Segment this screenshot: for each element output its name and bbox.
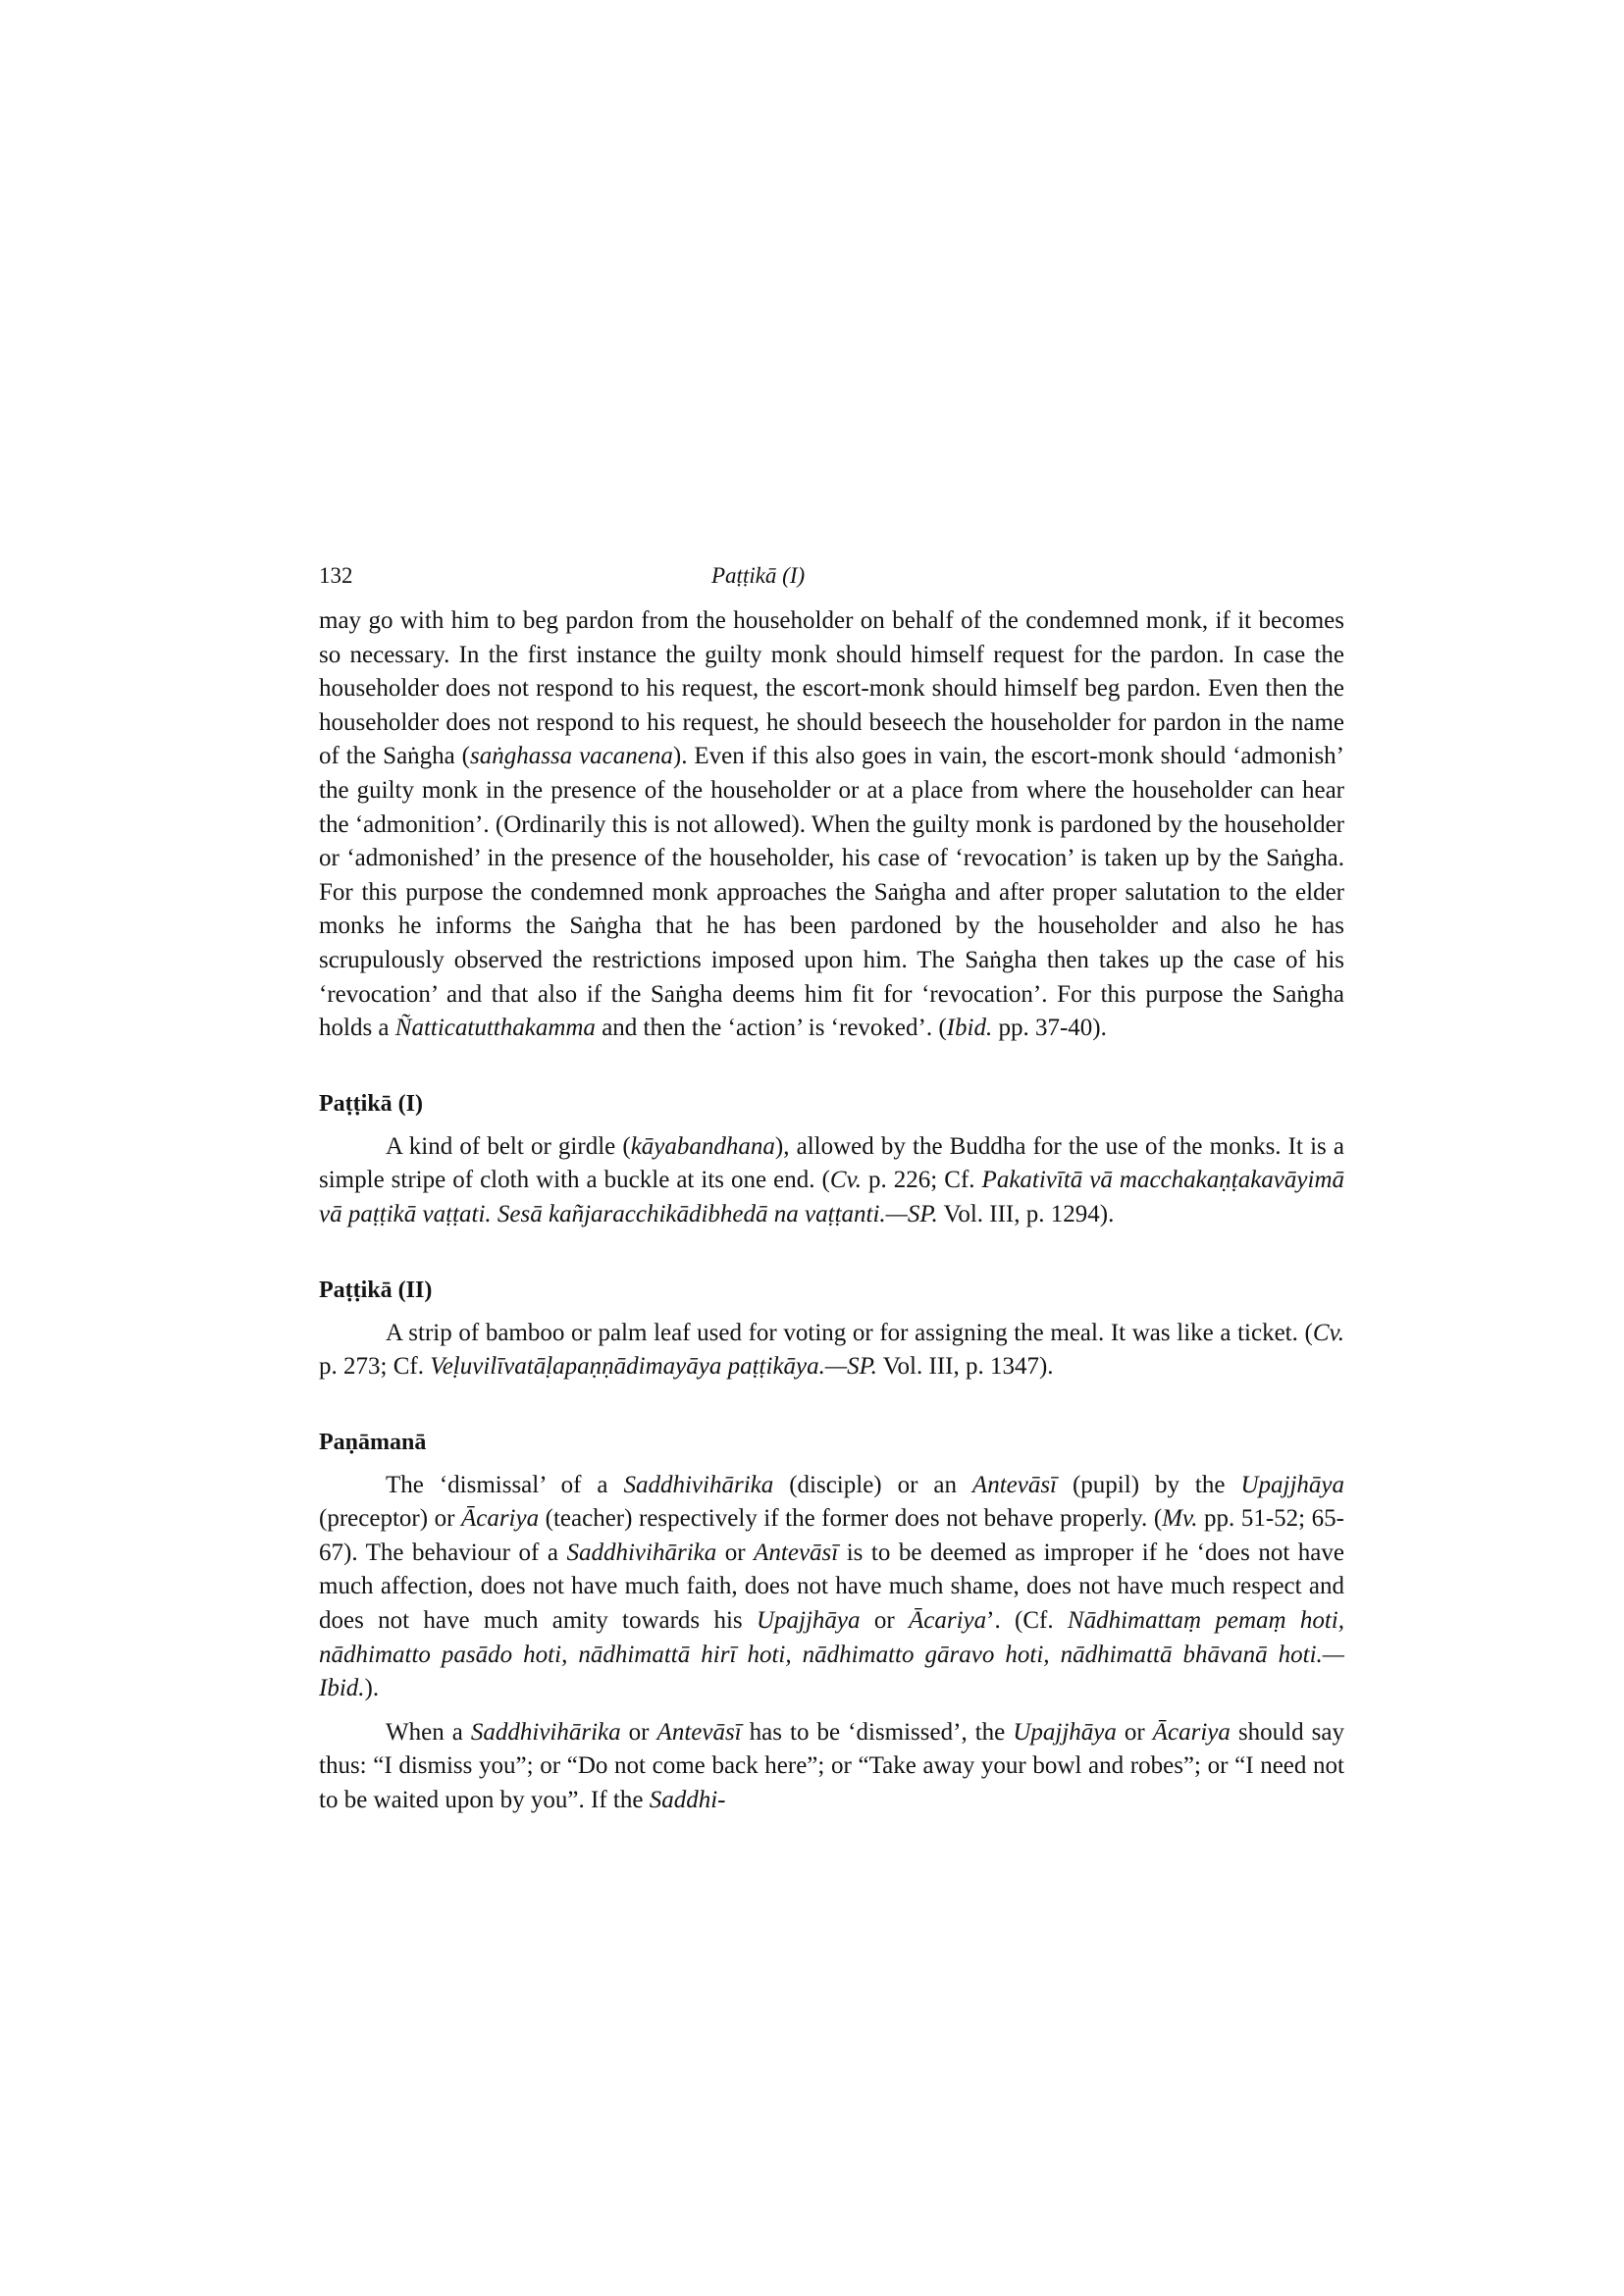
italic-term: Saddhivihārika	[470, 1718, 621, 1746]
italic-term: Upajjhāya	[1013, 1718, 1117, 1746]
italic-term: Veḷuvilīvatāḷapaṇṇādimayāya paṭṭikāya.—SP.	[430, 1353, 877, 1381]
text-run: When a	[386, 1718, 471, 1746]
italic-term: Nādhimattaṃ pemaṃ hoti, nādhimatto pasādo hoti, nādhimattā hirī hoti, nādhimatto gāravo hoti, nādhimattā bhāvanā hoti.—Ibid.	[319, 1607, 1345, 1702]
italic-term: Cv.	[829, 1167, 863, 1194]
text-run: (preceptor) or	[319, 1505, 461, 1533]
text-run: has to be ‘dismissed’, the	[741, 1718, 1014, 1746]
italic-term: Saddhivihārika	[623, 1471, 774, 1498]
page-content	[319, 561, 1344, 1818]
text-run: pp. 51-52; 65-67). The behaviour of a	[319, 1505, 1344, 1566]
text-run: or	[1116, 1718, 1153, 1746]
italic-term: Mv.	[1162, 1505, 1198, 1533]
italic-term: saṅghassa vacanena	[470, 743, 673, 770]
text-run: pp. 37-40).	[992, 1015, 1107, 1042]
text-run: or	[860, 1607, 909, 1635]
text-run: (disciple) or an	[773, 1471, 972, 1498]
entry-paragraph	[319, 1130, 1344, 1232]
italic-term: Saddhi-	[649, 1787, 726, 1814]
italic-term: Cv.	[1312, 1319, 1344, 1346]
italic-term: Ibid.	[946, 1015, 993, 1042]
page-number: 132	[319, 563, 353, 588]
page-header	[319, 561, 1344, 604]
text-run: A kind of belt or girdle (	[386, 1132, 631, 1160]
text-run: ).	[364, 1675, 380, 1702]
running-head: Paṭṭikā (I)	[711, 563, 806, 588]
continuation-paragraph	[319, 604, 1344, 1046]
italic-term: Pakativītā vā macchakaṇṭakavāyimā vā paṭṭikā vaṭṭati. Sesā kañjaracchikādibhedā na vaṭṭanti.—SP.	[319, 1167, 1345, 1227]
italic-term: Ācariya	[908, 1607, 987, 1635]
entry-pattika-2	[319, 1274, 1344, 1384]
text-run: The ‘dismissal’ of a	[386, 1471, 624, 1498]
text-run: (pupil) by the	[1057, 1471, 1241, 1498]
text-run: or	[716, 1539, 755, 1566]
entry-paragraph	[319, 1716, 1344, 1818]
text-run: p. 226; Cf.	[862, 1167, 982, 1194]
italic-term: Ācariya	[1152, 1718, 1231, 1746]
text-run: ), allowed by the Buddha for the use of the monks. It is a simple stripe of cloth with a buckle at its one end. (	[319, 1132, 1344, 1194]
italic-term: Antevāsī	[656, 1718, 742, 1746]
italic-term: Ñatticatutthakamma	[394, 1015, 596, 1042]
italic-term: Antevāsī	[754, 1539, 839, 1566]
italic-term: Ācariya	[460, 1505, 540, 1533]
entry-heading: Paṭṭikā (I)	[319, 1090, 423, 1117]
text-run: or	[620, 1718, 657, 1746]
entry-pattika-1	[319, 1087, 1344, 1232]
entry-paragraph	[319, 1469, 1344, 1706]
text-run: should say thus: “I dismiss you”; or “Do not come back here”; or “Take away your bowl and robes”; or “I need not to be waited upon by you”. If the	[319, 1718, 1344, 1814]
text-run: and then the ‘action’ is ‘revoked’. (	[595, 1015, 947, 1042]
italic-term: Upajjhāya	[1240, 1471, 1344, 1498]
text-run: may go with him to beg pardon from the householder on behalf of the condemned monk, if it becomes so necessary. In the first instance the guilty monk should himself request for the pardon. In case the householder does not respond to his request, the escort-monk should himself beg pardon. Even then the householder does not respond to his request, he should beseech the householder for pardon in the name of the Saṅgha (	[319, 607, 1344, 770]
text-run: ). Even if this also goes in vain, the escort-monk should ‘admonish’ the guilty monk in the presence of the householder or at a place from where the householder can hear the ‘admonition’. (Ordinarily this is not allowed). When the guilty monk is pardoned by the householder or ‘admonished’ in the presence of the householder, his case of ‘revocation’ is taken up by the Saṅgha. For this purpose the condemned monk approaches the Saṅgha and after proper salutation to the elder monks he informs the Saṅgha that he has been pardoned by the householder and also he has scrupulously observed the restrictions imposed upon him. The Saṅgha then takes up the case of his ‘revocation’ and that also if the Saṅgha deems him fit for ‘revocation’. For this purpose the Saṅgha holds a	[319, 743, 1345, 1042]
italic-term: Saddhivihārika	[566, 1539, 717, 1566]
text-run: Vol. III, p. 1347).	[876, 1353, 1054, 1381]
text-run: is to be deemed as improper if he ‘does not have much affection, does not have much faith, does not have much shame, does not have much respect and does not have much amity towards his	[319, 1539, 1344, 1635]
entry-paragraph	[319, 1317, 1344, 1384]
text-run: Vol. III, p. 1294).	[937, 1200, 1115, 1227]
entry-panamana	[319, 1426, 1344, 1818]
text-run: (teacher) respectively if the former does not behave properly. (	[539, 1505, 1163, 1533]
italic-term: Upajjhāya	[756, 1607, 861, 1635]
entry-heading: Paṇāmanā	[319, 1429, 427, 1455]
entry-heading: Paṭṭikā (II)	[319, 1277, 433, 1303]
italic-term: Antevāsī	[971, 1471, 1058, 1498]
text-run: p. 273; Cf.	[319, 1353, 431, 1381]
text-run: A strip of bamboo or palm leaf used for voting or for assigning the meal. It was like a ticket. (	[386, 1319, 1313, 1346]
italic-term: kāyabandhana	[630, 1132, 775, 1160]
text-run: ’. (Cf.	[986, 1607, 1068, 1635]
